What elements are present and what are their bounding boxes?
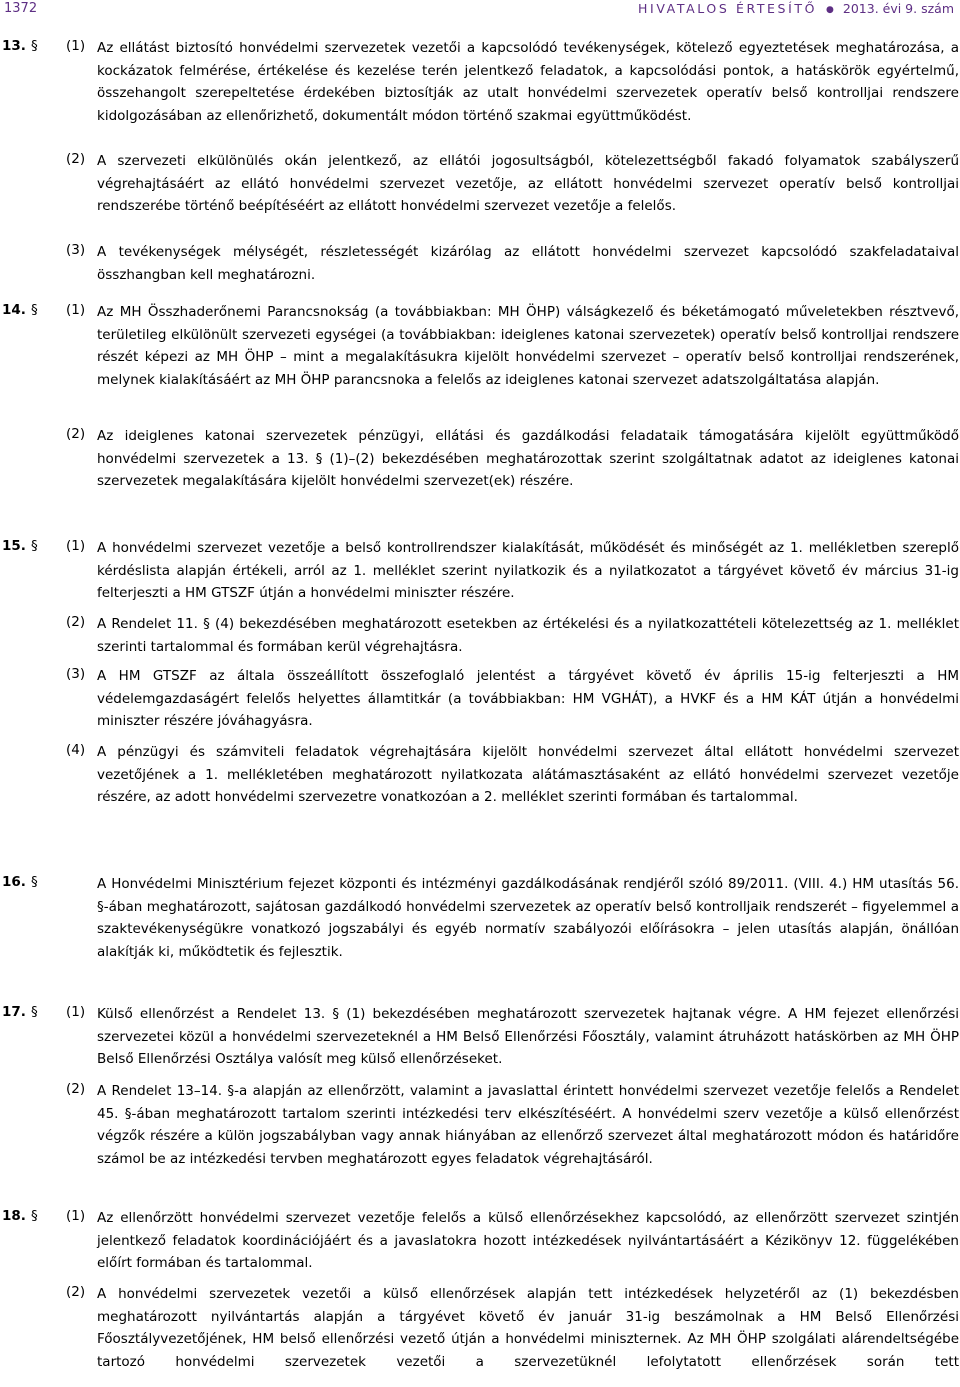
paragraph-number: (3) (66, 666, 86, 682)
paragraph-text: A Honvédelmi Minisztérium fejezet központi és intézményi gazdálkodásának rendjéről szóló 89/2011. (VIII. 4.) HM utasítás 56. §-ában meghatározott, sajátosan gazdálkodó honvédelmi szervezetek az operatív belső kontrolljaik rendszerét – figyelemmel a szaktevékenységükre vonatkozó jogszabályi és egyéb normatív szabályozói előírásokra – jelen utasítás alapján, önállóan alakítják ki, működtetik és fejlesztik. (97, 876, 959, 961)
section-sign: § (31, 538, 38, 554)
section-sign: § (31, 1004, 38, 1020)
journal-name: HIVATALOS ÉRTESÍTŐ (638, 1, 818, 16)
paragraph-number: (1) (66, 1208, 86, 1224)
journal-issue: 2013. évi 9. szám (842, 1, 954, 16)
section-sign: § (31, 874, 38, 890)
section-sign: § (31, 302, 38, 318)
page-number: 1372 (4, 1, 38, 16)
paragraph-text: Az ellenőrzött honvédelmi szervezet vezetője felelős a külső ellenőrzésekhez kapcsolódó, az ellenőrzött szervezet szintjén jelentkező feladatok koordinációjáért és a javaslatokra hozott intézkedések nyilvántartásáért a Kézikönyv 12. függelékében előírt formában és tartalommal. (97, 1210, 959, 1272)
paragraph-number: (2) (66, 426, 86, 442)
paragraph-text: A tevékenységek mélységét, részletességét kizárólag az ellátott honvédelmi szervezet kapcsolódó szakfeladataival összhangban kell meghatározni. (97, 244, 959, 283)
paragraph-text: Az ideiglenes katonai szervezetek pénzügyi, ellátási és gazdálkodási feladataik támogatására kijelölt együttműködő honvédelmi szervezetek a 13. § (1)–(2) bekezdésében meghatározottak szerint szolgáltatnak adatot az ideiglenes katonai szervezetek megalakítására kijelölt honvédelmi szervezet(ek) részére. (97, 428, 959, 490)
section-number: 16. (2, 874, 26, 890)
paragraph-number: (4) (66, 742, 86, 758)
paragraph-text: Az MH Összhaderőnemi Parancsnokság (a továbbiakban: MH ÖHP) válságkezelő és béketámogató műveletekben résztvevő, területileg elkülönült szervezeti egységei (a továbbiakban: ideiglenes katonai szervezetek) operatív belső kontrolljai rendszere részét képezi az MH ÖHP – mint a megalakításukra kijelölt honvédelmi szervezet – operatív belső kontrolljai rendszerének, melynek kialakításáért az MH ÖHP parancsnoka a felelős az ideiglenes katonai szervezet adatszolgáltatása alapján. (97, 304, 959, 389)
paragraph-text: A Rendelet 13–14. §-a alapján az ellenőrzött, valamint a javaslattal érintett honvédelmi szervezet vezetője felelős a Rendelet 45. §-ában meghatározott tartalom szerinti intézkedési terv elkészítéséért. A honvédelmi szerv vezetője a külső ellenőrzést végzők részére a külön jogszabályban vagy annak hiányában az ellenőrző szervezet által meghatározott módon és határidőre számol be az intézkedési tervben meghatározott egyes feladatok végrehajtásáról. (97, 1083, 959, 1168)
paragraph-text: A HM GTSZF az általa összeállított összefoglaló jelentést a tárgyévet követő év április 15-ig felterjeszti a HM védelemgazdaságért felelős helyettes államtitkár (a továbbiakban: HM VGHÁT), a HVKF és a HM KÁT útján a honvédelmi miniszter részére jóváhagyásra. (97, 668, 959, 730)
paragraph-text: A Rendelet 11. § (4) bekezdésében meghatározott esetekben az értékelési és a nyilatkozattételi kötelezettség az 1. melléklet szerinti tartalommal és formában kerül végrehajtásra. (97, 616, 959, 655)
paragraph-number: (2) (66, 614, 86, 630)
paragraph-number: (2) (66, 1284, 86, 1300)
paragraph-number: (2) (66, 151, 86, 167)
section-sign: § (31, 1208, 38, 1224)
paragraph-number: (1) (66, 1004, 86, 1020)
page-header (0, 0, 960, 22)
paragraph-text: Külső ellenőrzést a Rendelet 13. § (1) bekezdésében meghatározott szervezetek hajtanak végre. A HM fejezet ellenőrzési szervezetei közül a honvédelmi szervezeteknél a HM Belső Ellenőrzési Főosztály, valamint átruházott hatáskörben az MH ÖHP Belső Ellenőrzési Osztálya valósít meg külső ellenőrzéseket. (97, 1006, 959, 1068)
section-number: 15. (2, 538, 26, 554)
journal-title (638, 1, 954, 16)
section-number: 14. (2, 302, 26, 318)
paragraph-number: (3) (66, 242, 86, 258)
paragraph-text: A honvédelmi szervezet vezetője a belső kontrollrendszer kialakítását, működését és minőségét az 1. mellékletben szereplő kérdéslista alapján értékeli, arról az 1. melléklet szerint nyilatkozik és a nyilatkozatot a tárgyévet követő év március 31-ig felterjeszti a HM GTSZF útján a honvédelmi miniszter részére. (97, 540, 959, 602)
paragraph-text: A honvédelmi szervezetek vezetői a külső ellenőrzések alapján tett intézkedések helyzetéről az (1) bekezdésben meghatározott nyilvántartás alapján a tárgyévet követő év január 31-ig beszámolnak a HM Belső Ellenőrzési Főosztályvezetőjének, HM belső ellenőrzési vezető útján a honvédelmi miniszternek. Az MH ÖHP szolgálati alárendeltségébe tartozó honvédelmi szervezetek vezetői a szervezetüknél lefolytatott ellenőrzések során tett (97, 1286, 959, 1371)
paragraph-number: (1) (66, 38, 86, 54)
paragraph-text: A pénzügyi és számviteli feladatok végrehajtására kijelölt honvédelmi szervezet által ellátott honvédelmi szervezet vezetőjének a 1. mellékletében meghatározott nyilatkozata alátámasztásaként az ellátó honvédelmi szervezet vezetője részére, az adott honvédelmi szervezetre vonatkozóan a 2. melléklet szerinti formában és tartalommal. (97, 744, 959, 806)
section-number: 18. (2, 1208, 26, 1224)
bullet-icon: ● (826, 5, 834, 15)
paragraph-number: (1) (66, 538, 86, 554)
paragraph-number: (1) (66, 302, 86, 318)
paragraph-text: Az ellátást biztosító honvédelmi szervezetek vezetői a kapcsolódó tevékenységek, kötelező egyeztetések meghatározása, a kockázatok felmérése, értékelése és kezelése terén jelentkező feladatok, a kapcsolódási pontok, a hatáskörök egyértelmű, összehangolt szerepeltetése érdekében biztosítják az utalt honvédelmi szervezetek operatív belső kontrolljai rendszere kidolgozásában az ellenőrizhető, dokumentált módon történő szakmai együttműködést. (97, 40, 959, 125)
section-number: 17. (2, 1004, 26, 1020)
paragraph-text: A szervezeti elkülönülés okán jelentkező, az ellátói jogosultságból, kötelezettségből fakadó folyamatok szabályszerű végrehajtásáért az ellátó honvédelmi szervezet vezetője, az ellátott honvédelmi szervezet operatív belső kontrolljai rendszerébe történő beépítéséért az ellátott honvédelmi szervezet vezetője a felelős. (97, 153, 959, 215)
section-sign: § (31, 38, 38, 54)
section-number: 13. (2, 38, 26, 54)
paragraph-number: (2) (66, 1081, 86, 1097)
